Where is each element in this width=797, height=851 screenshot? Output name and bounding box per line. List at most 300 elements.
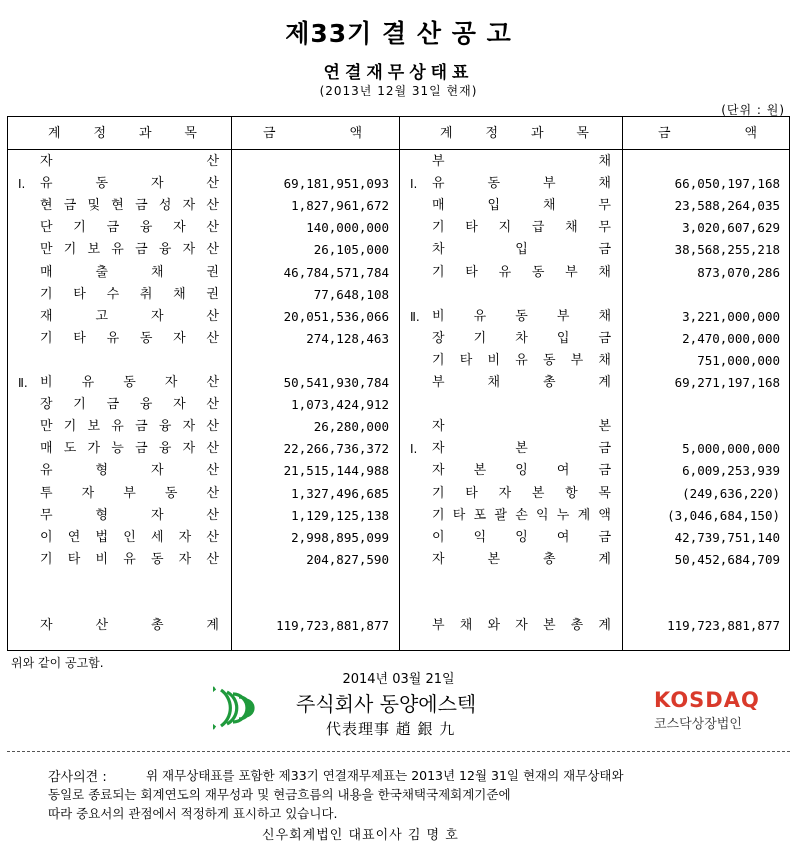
label-char: 동 bbox=[515, 308, 528, 324]
label-char: 부 bbox=[565, 264, 578, 280]
liability-row-label bbox=[410, 219, 611, 237]
row-label-text bbox=[40, 418, 219, 436]
divider bbox=[7, 751, 790, 752]
asset-row-label bbox=[18, 462, 219, 480]
label-char: 형 bbox=[95, 507, 109, 523]
label-char: 법 bbox=[95, 529, 109, 545]
liability-row-label bbox=[410, 308, 611, 326]
label-char: 동 bbox=[150, 551, 164, 567]
row-label-text bbox=[40, 197, 219, 215]
row-label-text bbox=[40, 529, 219, 547]
row-label-text bbox=[40, 462, 219, 480]
row-label-text bbox=[432, 551, 611, 569]
label-char: 기 bbox=[40, 286, 53, 302]
label-char: 무 bbox=[598, 220, 611, 236]
row-number: Ⅰ. bbox=[410, 177, 418, 192]
label-char: 무 bbox=[598, 198, 611, 214]
label-char: 산 bbox=[206, 220, 219, 236]
label-char: 산 bbox=[206, 330, 219, 346]
row-label-text bbox=[432, 175, 611, 193]
asset-row-amount: 204,827,590 bbox=[306, 551, 389, 567]
label-char: 재 bbox=[40, 308, 53, 324]
label-char: 산 bbox=[206, 154, 219, 169]
row-label-text bbox=[40, 440, 219, 458]
label-char: 금 bbox=[658, 126, 672, 141]
asset-row-label bbox=[18, 418, 219, 436]
row-label-text bbox=[432, 507, 611, 525]
label-char: 계 bbox=[440, 126, 454, 141]
header-divider bbox=[8, 149, 789, 150]
label-char: 유 bbox=[123, 551, 136, 567]
row-label-text bbox=[432, 485, 611, 503]
kosdaq-logo: KOSDAQ bbox=[654, 688, 760, 712]
label-char: 괄 bbox=[494, 507, 507, 523]
row-number: Ⅰ. bbox=[18, 177, 26, 192]
label-char: 총 bbox=[542, 551, 556, 567]
publication-date: 2014년 03월 21일 bbox=[342, 672, 455, 687]
asset-row-amount: 119,723,881,877 bbox=[276, 618, 389, 634]
label-char: 채 bbox=[459, 618, 473, 634]
label-char: 동 bbox=[95, 176, 109, 192]
asset-row-label bbox=[18, 264, 219, 282]
label-char: 계 bbox=[598, 375, 611, 390]
label-char: 총 bbox=[150, 618, 164, 634]
label-char: 금 bbox=[598, 242, 611, 258]
liability-row-label bbox=[410, 440, 611, 458]
asset-row-amount: 22,266,736,372 bbox=[283, 441, 389, 457]
label-char: 항 bbox=[565, 485, 578, 501]
label-char: 총 bbox=[542, 375, 556, 390]
label-char: 유 bbox=[40, 463, 53, 479]
label-char: 유 bbox=[498, 264, 512, 280]
label-char: 금 bbox=[598, 463, 611, 479]
asset-row-label bbox=[18, 286, 219, 304]
row-number: Ⅱ. bbox=[18, 376, 28, 390]
label-char: 기 bbox=[63, 242, 77, 258]
label-char: 출 bbox=[95, 264, 109, 280]
company-logo-icon bbox=[213, 684, 265, 732]
label-char: 권 bbox=[206, 264, 219, 280]
label-char: 인 bbox=[123, 529, 136, 545]
label-char: 이 bbox=[432, 529, 445, 545]
asset-row-label bbox=[18, 175, 219, 193]
liability-row-amount: 873,070,286 bbox=[697, 264, 780, 280]
label-char: 자 bbox=[173, 330, 186, 346]
statement-date: (2013년 12월 31일 현재) bbox=[319, 84, 478, 98]
label-char: 산 bbox=[95, 618, 109, 634]
label-char: 자 bbox=[182, 198, 196, 214]
notice-text: 위와 같이 공고함. bbox=[11, 656, 104, 670]
label-char: 유 bbox=[111, 242, 124, 258]
label-char: 산 bbox=[206, 198, 219, 214]
asset-row-amount: 26,280,000 bbox=[313, 419, 389, 435]
label-char: 본 bbox=[531, 485, 545, 501]
liability-row-label bbox=[410, 551, 611, 569]
asset-row-amount: 140,000,000 bbox=[306, 220, 389, 236]
label-char: 기 bbox=[432, 264, 445, 280]
label-char: 산 bbox=[206, 551, 219, 567]
liability-row-amount: 5,000,000,000 bbox=[682, 441, 780, 457]
label-char: 권 bbox=[206, 286, 219, 302]
label-char: 산 bbox=[206, 463, 219, 479]
liability-row-label bbox=[410, 507, 611, 525]
row-label-text bbox=[432, 153, 611, 171]
label-char: 자 bbox=[182, 242, 196, 258]
row-label-text bbox=[40, 308, 219, 326]
label-char: 기 bbox=[40, 551, 53, 567]
audit-text-line: 위 재무상태표를 포함한 제33기 연결재무제표는 2013년 12월 31일 현재의 재무상태와 bbox=[146, 768, 624, 783]
asset-row-amount: 1,073,424,912 bbox=[291, 397, 389, 413]
liability-row-amount: 2,470,000,000 bbox=[682, 330, 780, 346]
audit-text-line: 따라 중요서의 관점에서 적정하게 표시하고 있습니다. bbox=[48, 806, 338, 821]
row-label-text bbox=[40, 219, 219, 237]
label-char: 누 bbox=[556, 507, 570, 523]
label-char: 산 bbox=[206, 397, 219, 413]
row-label-text bbox=[432, 241, 611, 259]
asset-row-label bbox=[18, 440, 219, 458]
label-char: 기 bbox=[63, 419, 77, 435]
asset-row-label bbox=[18, 219, 219, 237]
label-char: 채 bbox=[598, 176, 611, 192]
label-char: 매 bbox=[432, 198, 445, 214]
label-char: 정 bbox=[485, 126, 500, 141]
row-label-text bbox=[40, 241, 219, 259]
label-char: 입 bbox=[515, 242, 528, 258]
label-char: 자 bbox=[182, 441, 196, 457]
row-label-text bbox=[432, 440, 611, 458]
label-char: 자 bbox=[40, 154, 53, 169]
label-char: 기 bbox=[473, 330, 487, 346]
label-char: 동 bbox=[542, 352, 556, 368]
label-char: 단 bbox=[40, 220, 53, 236]
label-char: 유 bbox=[432, 176, 445, 192]
label-char: 계 bbox=[48, 126, 62, 141]
label-char: 자 bbox=[81, 485, 95, 501]
label-char: 장 bbox=[40, 397, 53, 413]
label-char: 자 bbox=[182, 419, 196, 435]
label-char: 동 bbox=[139, 330, 153, 346]
label-char: 자 bbox=[178, 551, 192, 567]
label-char: 산 bbox=[206, 441, 219, 457]
label-char: 세 bbox=[150, 529, 164, 545]
page-title: 제33기 결 산 공 고 bbox=[285, 19, 512, 48]
label-char: 부 bbox=[556, 308, 570, 324]
label-char: 융 bbox=[158, 419, 172, 435]
label-char: 금 bbox=[598, 441, 611, 457]
label-char: 입 bbox=[487, 198, 501, 214]
row-label-text bbox=[432, 529, 611, 547]
label-char: 산 bbox=[206, 485, 219, 501]
row-label-text bbox=[432, 264, 611, 282]
liability-row-amount bbox=[625, 153, 780, 171]
label-char: 타 bbox=[465, 264, 478, 280]
liability-row-label bbox=[410, 175, 611, 193]
liability-row-amount: 69,271,197,168 bbox=[674, 375, 780, 390]
label-char: 익 bbox=[473, 529, 487, 545]
label-char: 목 bbox=[184, 126, 198, 141]
label-char: 정 bbox=[93, 126, 108, 141]
row-label-text bbox=[432, 418, 611, 436]
row-label-text bbox=[40, 286, 219, 304]
liability-row-label bbox=[410, 241, 611, 259]
label-char: 금 bbox=[106, 220, 120, 236]
asset-row-amount bbox=[234, 153, 389, 171]
liability-row-label bbox=[410, 617, 611, 635]
label-char: 연 bbox=[67, 529, 81, 545]
label-char: 손 bbox=[515, 507, 528, 523]
auditor-signature: 신우회계법인 대표이사 김 명 호 bbox=[262, 828, 459, 843]
label-char: 채 bbox=[173, 286, 186, 302]
label-char: 부 bbox=[432, 618, 445, 634]
asset-row-label bbox=[18, 507, 219, 525]
row-label-text bbox=[432, 462, 611, 480]
label-char: 부 bbox=[432, 375, 445, 390]
liability-row-label bbox=[410, 462, 611, 480]
label-char: 자 bbox=[432, 463, 445, 479]
statement-title: 연결재무상태표 bbox=[323, 63, 474, 83]
label-char: 산 bbox=[206, 176, 219, 192]
liability-row-amount: (249,636,220) bbox=[682, 485, 780, 501]
liability-row-label bbox=[410, 485, 611, 503]
label-char: 채 bbox=[598, 154, 611, 169]
label-char: 본 bbox=[542, 618, 556, 634]
header-right-item bbox=[440, 122, 590, 141]
label-char: 금 bbox=[63, 198, 77, 214]
label-char: 자 bbox=[432, 551, 445, 567]
label-char: 본 bbox=[487, 551, 501, 567]
label-char: 자 bbox=[432, 419, 445, 435]
label-char: 와 bbox=[487, 618, 501, 634]
label-char: 유 bbox=[81, 375, 95, 390]
liability-row-label bbox=[410, 153, 611, 171]
label-char: 동 bbox=[123, 375, 136, 390]
label-char: 잉 bbox=[515, 529, 528, 545]
label-char: 기 bbox=[73, 397, 86, 413]
label-char: 동 bbox=[164, 485, 178, 501]
row-label-text bbox=[432, 617, 611, 635]
row-label-text bbox=[432, 197, 611, 215]
liability-row-label bbox=[410, 352, 611, 370]
header-left-amount bbox=[263, 122, 363, 141]
liability-row-amount: 50,452,684,709 bbox=[674, 551, 780, 567]
label-char: 타 bbox=[459, 352, 473, 368]
liability-row-label bbox=[410, 264, 611, 282]
label-char: 현 bbox=[40, 198, 53, 214]
liability-row-amount: (3,046,684,150) bbox=[667, 507, 780, 523]
row-label-text bbox=[40, 264, 219, 282]
asset-row-amount: 69,181,951,093 bbox=[283, 176, 389, 192]
liability-row-amount: 119,723,881,877 bbox=[667, 618, 780, 634]
label-char: 자 bbox=[150, 507, 164, 523]
asset-row-amount: 77,648,108 bbox=[313, 286, 389, 302]
label-char: 산 bbox=[206, 419, 219, 435]
column-divider bbox=[231, 117, 232, 650]
label-char: 취 bbox=[139, 286, 153, 302]
label-char: 계 bbox=[598, 618, 611, 634]
label-char: 금 bbox=[135, 419, 148, 435]
label-char: 금 bbox=[106, 397, 120, 413]
liability-row-amount: 751,000,000 bbox=[697, 352, 780, 368]
label-char: 금 bbox=[598, 330, 611, 346]
liability-row-label bbox=[410, 374, 611, 392]
liability-row-amount: 6,009,253,939 bbox=[682, 463, 780, 479]
asset-row-label bbox=[18, 241, 219, 259]
label-char: 과 bbox=[138, 126, 153, 141]
liability-row-amount bbox=[625, 396, 780, 414]
label-char: 이 bbox=[40, 529, 53, 545]
row-label-text bbox=[40, 153, 219, 171]
row-label-text bbox=[432, 330, 611, 348]
label-char: 채 bbox=[542, 198, 556, 214]
label-char: 포 bbox=[473, 507, 487, 523]
asset-row-label bbox=[18, 197, 219, 215]
label-char: 타 bbox=[73, 330, 86, 346]
label-char: 금 bbox=[135, 441, 148, 457]
row-label-text bbox=[432, 219, 611, 237]
label-char: 부 bbox=[570, 352, 584, 368]
column-divider bbox=[622, 117, 623, 650]
row-label-text bbox=[40, 396, 219, 414]
label-char: 금 bbox=[598, 529, 611, 545]
asset-row-label bbox=[18, 485, 219, 503]
label-char: 타 bbox=[465, 485, 478, 501]
label-char: 채 bbox=[565, 220, 578, 236]
label-char: 비 bbox=[487, 352, 501, 368]
asset-row-label bbox=[18, 374, 219, 392]
label-char: 기 bbox=[73, 220, 86, 236]
label-char: 가 bbox=[87, 441, 101, 457]
label-char: 자 bbox=[173, 397, 186, 413]
label-char: 채 bbox=[598, 352, 611, 368]
label-char: 매 bbox=[40, 264, 53, 280]
label-char: 금 bbox=[135, 242, 148, 258]
label-char: 보 bbox=[87, 242, 101, 258]
label-char: 산 bbox=[206, 375, 219, 390]
liability-row-amount: 38,568,255,218 bbox=[674, 242, 780, 258]
row-number: Ⅱ. bbox=[410, 309, 420, 324]
asset-row-amount: 1,827,961,672 bbox=[291, 198, 389, 214]
label-char: 능 bbox=[111, 441, 124, 457]
label-char: 채 bbox=[150, 264, 164, 280]
label-char: 비 bbox=[432, 308, 445, 324]
label-char: 과 bbox=[530, 126, 545, 141]
asset-row-amount: 2,998,895,099 bbox=[291, 529, 389, 545]
liability-row-amount bbox=[625, 418, 780, 436]
label-char: 자 bbox=[150, 308, 164, 324]
kosdaq-subtitle: 코스닥상장법인 bbox=[654, 717, 742, 732]
label-char: 자 bbox=[173, 220, 186, 236]
row-number: Ⅰ. bbox=[410, 442, 418, 457]
label-char: 현 bbox=[111, 198, 124, 214]
column-divider bbox=[399, 117, 400, 650]
label-char: 유 bbox=[40, 176, 53, 192]
label-char: 본 bbox=[473, 463, 487, 479]
label-char: 계 bbox=[206, 618, 219, 634]
label-char: 타 bbox=[452, 507, 466, 523]
label-char: 본 bbox=[515, 441, 528, 457]
label-char: 금 bbox=[263, 126, 277, 141]
asset-row-amount: 20,051,536,066 bbox=[283, 308, 389, 324]
label-char: 목 bbox=[576, 126, 590, 141]
liability-row-amount bbox=[625, 286, 780, 304]
label-char: 유 bbox=[473, 308, 487, 324]
label-char: 채 bbox=[487, 375, 501, 390]
unit-note: (단위 : 원) bbox=[721, 103, 785, 117]
asset-row-amount bbox=[234, 352, 389, 370]
asset-row-amount: 21,515,144,988 bbox=[283, 463, 389, 479]
label-char: 기 bbox=[432, 485, 445, 501]
label-char: 액 bbox=[598, 507, 611, 523]
label-char: 만 bbox=[40, 242, 53, 258]
liability-row-amount: 42,739,751,140 bbox=[674, 529, 780, 545]
label-char: 유 bbox=[515, 352, 528, 368]
label-char: 액 bbox=[744, 126, 758, 141]
asset-row-amount: 274,128,463 bbox=[306, 330, 389, 346]
row-label-text bbox=[40, 551, 219, 569]
row-label-text bbox=[432, 352, 611, 370]
label-char: 비 bbox=[40, 375, 53, 390]
liability-row-label bbox=[410, 286, 611, 304]
liability-row-amount: 3,221,000,000 bbox=[682, 308, 780, 324]
label-char: 계 bbox=[577, 507, 591, 523]
label-char: 수 bbox=[106, 286, 120, 302]
label-char: 채 bbox=[598, 308, 611, 324]
asset-row-label bbox=[18, 330, 219, 348]
asset-row-amount: 1,327,496,685 bbox=[291, 485, 389, 501]
label-char: 차 bbox=[515, 330, 528, 346]
audit-text-line: 동일로 종료되는 회계연도의 재무성과 및 현금흐름의 내용을 한국채택국제회계기준에 bbox=[48, 787, 511, 802]
label-char: 자 bbox=[515, 618, 528, 634]
asset-row-amount: 46,784,571,784 bbox=[283, 264, 389, 280]
label-char: 유 bbox=[106, 330, 120, 346]
label-char: 익 bbox=[535, 507, 549, 523]
label-char: 타 bbox=[465, 220, 478, 236]
liability-row-label bbox=[410, 529, 611, 547]
label-char: 자 bbox=[150, 463, 164, 479]
row-label-text bbox=[40, 374, 219, 392]
label-char: 금 bbox=[135, 198, 148, 214]
label-char: 부 bbox=[542, 176, 556, 192]
label-char: 입 bbox=[556, 330, 570, 346]
label-char: 자 bbox=[164, 375, 178, 390]
asset-row-amount: 50,541,930,784 bbox=[283, 375, 389, 390]
label-char: 산 bbox=[206, 242, 219, 258]
label-char: 유 bbox=[111, 419, 124, 435]
row-label-text bbox=[432, 374, 611, 392]
label-char: 융 bbox=[158, 242, 172, 258]
label-char: 지 bbox=[498, 220, 512, 236]
label-char: 자 bbox=[178, 529, 192, 545]
label-char: 총 bbox=[570, 618, 584, 634]
asset-row-label bbox=[18, 352, 219, 370]
label-char: 및 bbox=[87, 198, 101, 214]
label-char: 부 bbox=[123, 485, 136, 501]
label-char: 보 bbox=[87, 419, 101, 435]
label-char: 비 bbox=[95, 551, 109, 567]
row-label-text bbox=[40, 485, 219, 503]
label-char: 여 bbox=[556, 463, 570, 479]
asset-row-label bbox=[18, 153, 219, 171]
asset-row-amount: 1,129,125,138 bbox=[291, 507, 389, 523]
label-char: 차 bbox=[432, 242, 445, 258]
label-char: 기 bbox=[432, 352, 445, 368]
label-char: 동 bbox=[531, 264, 545, 280]
liability-row-label bbox=[410, 330, 611, 348]
row-label-text bbox=[432, 308, 611, 326]
label-char: 목 bbox=[598, 485, 611, 501]
label-char: 부 bbox=[432, 154, 445, 169]
label-char: 산 bbox=[206, 507, 219, 523]
